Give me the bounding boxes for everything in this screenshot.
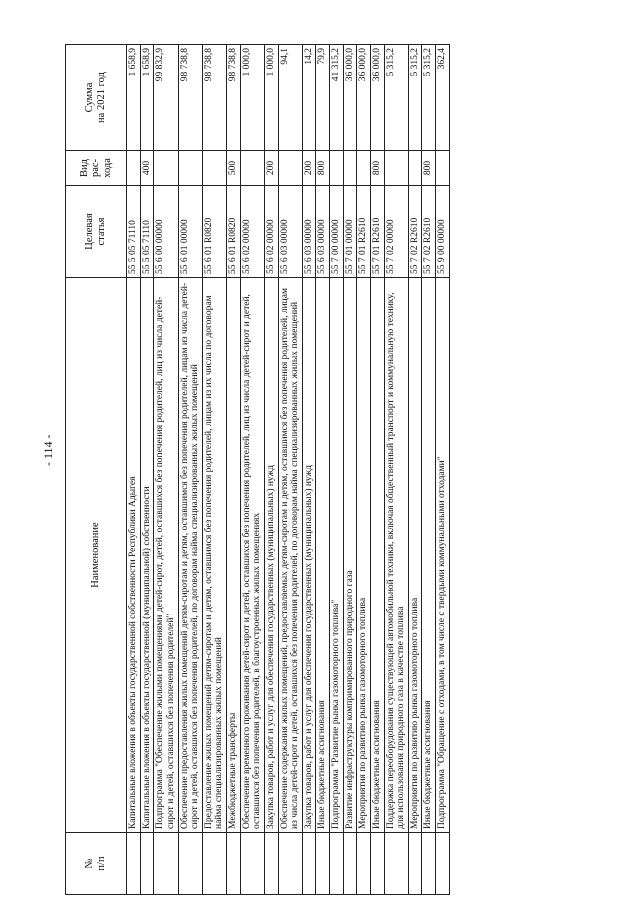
table-container bbox=[65, 45, 545, 895]
cell-name: Развитие инфраструктуры компримированного природного газа bbox=[343, 278, 357, 833]
table-row bbox=[408, 45, 422, 895]
cell-sum: 5 315,2 bbox=[384, 45, 408, 151]
cell-name: Подпрограмма "Обращение с отходами, в том числе с твердыми коммунальными отходами" bbox=[436, 278, 450, 833]
cell-num bbox=[436, 833, 450, 895]
table-row bbox=[370, 45, 384, 895]
cell-name: Межбюджетные трансферты bbox=[227, 278, 241, 833]
cell-code: 55 6 02 00000 bbox=[264, 186, 278, 278]
cell-vr bbox=[357, 151, 371, 186]
cell-num bbox=[140, 833, 154, 895]
cell-vr bbox=[436, 151, 450, 186]
col-header-code: Целевая статья bbox=[66, 186, 127, 278]
cell-sum: 36 000,0 bbox=[343, 45, 357, 151]
cell-sum: 362,4 bbox=[436, 45, 450, 151]
cell-sum: 1 658,9 bbox=[140, 45, 154, 151]
cell-vr bbox=[127, 151, 141, 186]
cell-code: 55 7 01 R2610 bbox=[357, 186, 371, 278]
cell-code: 55 7 01 R2610 bbox=[370, 186, 384, 278]
cell-code: 55 5 05 71110 bbox=[140, 186, 154, 278]
cell-sum: 98 738,8 bbox=[227, 45, 241, 151]
cell-name: Мероприятия по развитию рынка газомоторного топлива bbox=[408, 278, 422, 833]
table-row bbox=[278, 45, 302, 895]
table-row bbox=[384, 45, 408, 895]
cell-sum: 98 738,8 bbox=[178, 45, 202, 151]
cell-vr bbox=[278, 151, 302, 186]
cell-code: 55 7 00 00000 bbox=[330, 186, 344, 278]
cell-num bbox=[127, 833, 141, 895]
table-row bbox=[302, 45, 316, 895]
cell-code: 55 7 01 00000 bbox=[343, 186, 357, 278]
cell-vr bbox=[178, 151, 202, 186]
cell-code: 55 6 03 00000 bbox=[316, 186, 330, 278]
cell-code: 55 9 00 00000 bbox=[436, 186, 450, 278]
cell-num bbox=[178, 833, 202, 895]
col-header-num: № п/п bbox=[66, 833, 127, 895]
cell-sum: 1 000,0 bbox=[240, 45, 264, 151]
page-number: - 114 - bbox=[41, 434, 55, 466]
table-row bbox=[178, 45, 202, 895]
cell-code: 55 6 03 00000 bbox=[302, 186, 316, 278]
cell-name: Закупка товаров, работ и услуг для обеспечения государственных (муниципальных) нужд bbox=[302, 278, 316, 833]
cell-num bbox=[370, 833, 384, 895]
cell-code: 55 6 01 00000 bbox=[178, 186, 202, 278]
cell-sum: 5 315,2 bbox=[408, 45, 422, 151]
cell-name: Мероприятия по развитию рынка газомоторного топлива bbox=[357, 278, 371, 833]
cell-name: Закупка товаров, работ и услуг для обеспечения государственных (муниципальных) нужд bbox=[264, 278, 278, 833]
cell-num bbox=[202, 833, 226, 895]
cell-code: 55 6 01 R0820 bbox=[202, 186, 226, 278]
cell-num bbox=[302, 833, 316, 895]
cell-vr: 200 bbox=[302, 151, 316, 186]
table-row bbox=[436, 45, 450, 895]
cell-num bbox=[240, 833, 264, 895]
table-row bbox=[330, 45, 344, 895]
table-row bbox=[127, 45, 141, 895]
table-row bbox=[227, 45, 241, 895]
table-header bbox=[66, 45, 127, 895]
cell-sum: 94,1 bbox=[278, 45, 302, 151]
table-row bbox=[240, 45, 264, 895]
cell-code: 55 6 02 00000 bbox=[240, 186, 264, 278]
cell-name: Иные бюджетные ассигнования bbox=[316, 278, 330, 833]
cell-num bbox=[384, 833, 408, 895]
cell-name: Обеспечение временного проживания детей-сирот и детей, оставшихся без попечения родителей, лиц из числа детей-сирот и детей, оставшихся без попечения родителей, в благоустроенных жилых помещениях bbox=[240, 278, 264, 833]
cell-sum: 36 000,0 bbox=[370, 45, 384, 151]
col-header-vr: Вид рас- хода bbox=[66, 151, 127, 186]
cell-num bbox=[408, 833, 422, 895]
rotated-table bbox=[65, 45, 545, 895]
cell-code: 55 7 02 R2610 bbox=[408, 186, 422, 278]
cell-vr bbox=[240, 151, 264, 186]
cell-vr bbox=[384, 151, 408, 186]
cell-name: Иные бюджетные ассигнования bbox=[422, 278, 436, 833]
cell-name: Обеспечение содержания жилых помещений, предоставляемых детям-сиротам и детям, оставшимся без попечения родителей, лицам из числа детей-сирот и детей, оставшихся без попечения родителей, по договорам найма специализированных жилых помещений bbox=[278, 278, 302, 833]
cell-name: Иные бюджетные ассигнования bbox=[370, 278, 384, 833]
cell-code: 55 6 00 00000 bbox=[154, 186, 178, 278]
cell-sum: 99 832,9 bbox=[154, 45, 178, 151]
cell-vr bbox=[202, 151, 226, 186]
table-row bbox=[154, 45, 178, 895]
cell-num bbox=[422, 833, 436, 895]
cell-sum: 1 658,9 bbox=[127, 45, 141, 151]
budget-table bbox=[65, 44, 450, 895]
cell-sum: 41 315,2 bbox=[330, 45, 344, 151]
cell-vr: 200 bbox=[264, 151, 278, 186]
cell-vr bbox=[154, 151, 178, 186]
cell-num bbox=[154, 833, 178, 895]
cell-code: 55 6 03 00000 bbox=[278, 186, 302, 278]
col-header-sum: Сумма на 2021 год bbox=[66, 45, 127, 151]
table-body bbox=[127, 45, 450, 895]
cell-vr: 500 bbox=[227, 151, 241, 186]
table-row bbox=[357, 45, 371, 895]
cell-sum: 36 000,0 bbox=[357, 45, 371, 151]
col-header-name: Наименование bbox=[66, 278, 127, 833]
cell-code: 55 7 02 00000 bbox=[384, 186, 408, 278]
cell-sum: 5 315,2 bbox=[422, 45, 436, 151]
cell-vr bbox=[408, 151, 422, 186]
cell-code: 55 5 05 71110 bbox=[127, 186, 141, 278]
cell-sum: 1 000,0 bbox=[264, 45, 278, 151]
cell-num bbox=[264, 833, 278, 895]
cell-name: Поддержка переоборудования существующей автомобильной техники, включая общественный транспорт и коммунальную технику, для использования природного газа в качестве топлива bbox=[384, 278, 408, 833]
table-row bbox=[264, 45, 278, 895]
cell-name: Подпрограмма "Обеспечение жилыми помещениями детей-сирот, детей, оставшихся без попечения родителей, лиц из числа детей-сирот и детей, оставшихся без попечения родителей" bbox=[154, 278, 178, 833]
cell-vr: 800 bbox=[422, 151, 436, 186]
cell-vr bbox=[330, 151, 344, 186]
cell-vr bbox=[343, 151, 357, 186]
cell-name: Обеспечение предоставления жилых помещений детям-сиротам и детям, оставшимся без попечения родителей, лицам из числа детей-сирот и детей, оставшихся без попечения родителей, по договорам найма специализированных жилых помещений bbox=[178, 278, 202, 833]
cell-num bbox=[316, 833, 330, 895]
cell-name: Подпрограмма "Развитие рынка газомоторного топлива" bbox=[330, 278, 344, 833]
cell-vr: 800 bbox=[316, 151, 330, 186]
cell-num bbox=[357, 833, 371, 895]
cell-sum: 14,2 bbox=[302, 45, 316, 151]
cell-name: Предоставление жилых помещений детям-сиротам и детям, оставшимся без попечения родителей, лицам из их числа по договорам найма специализированных жилых помещений bbox=[202, 278, 226, 833]
cell-sum: 79,9 bbox=[316, 45, 330, 151]
cell-num bbox=[343, 833, 357, 895]
cell-vr: 400 bbox=[140, 151, 154, 186]
cell-code: 55 7 02 R2610 bbox=[422, 186, 436, 278]
cell-num bbox=[330, 833, 344, 895]
cell-num bbox=[227, 833, 241, 895]
cell-num bbox=[278, 833, 302, 895]
cell-name: Капитальные вложения в объекты государственной (муниципальной) собственности bbox=[140, 278, 154, 833]
cell-vr: 800 bbox=[370, 151, 384, 186]
table-row bbox=[316, 45, 330, 895]
cell-sum: 98 738,8 bbox=[202, 45, 226, 151]
table-row bbox=[140, 45, 154, 895]
table-row bbox=[202, 45, 226, 895]
table-row bbox=[343, 45, 357, 895]
cell-name: Капитальные вложения в объекты государственной собственности Республики Адыгея bbox=[127, 278, 141, 833]
table-row bbox=[422, 45, 436, 895]
cell-code: 55 6 01 R0820 bbox=[227, 186, 241, 278]
